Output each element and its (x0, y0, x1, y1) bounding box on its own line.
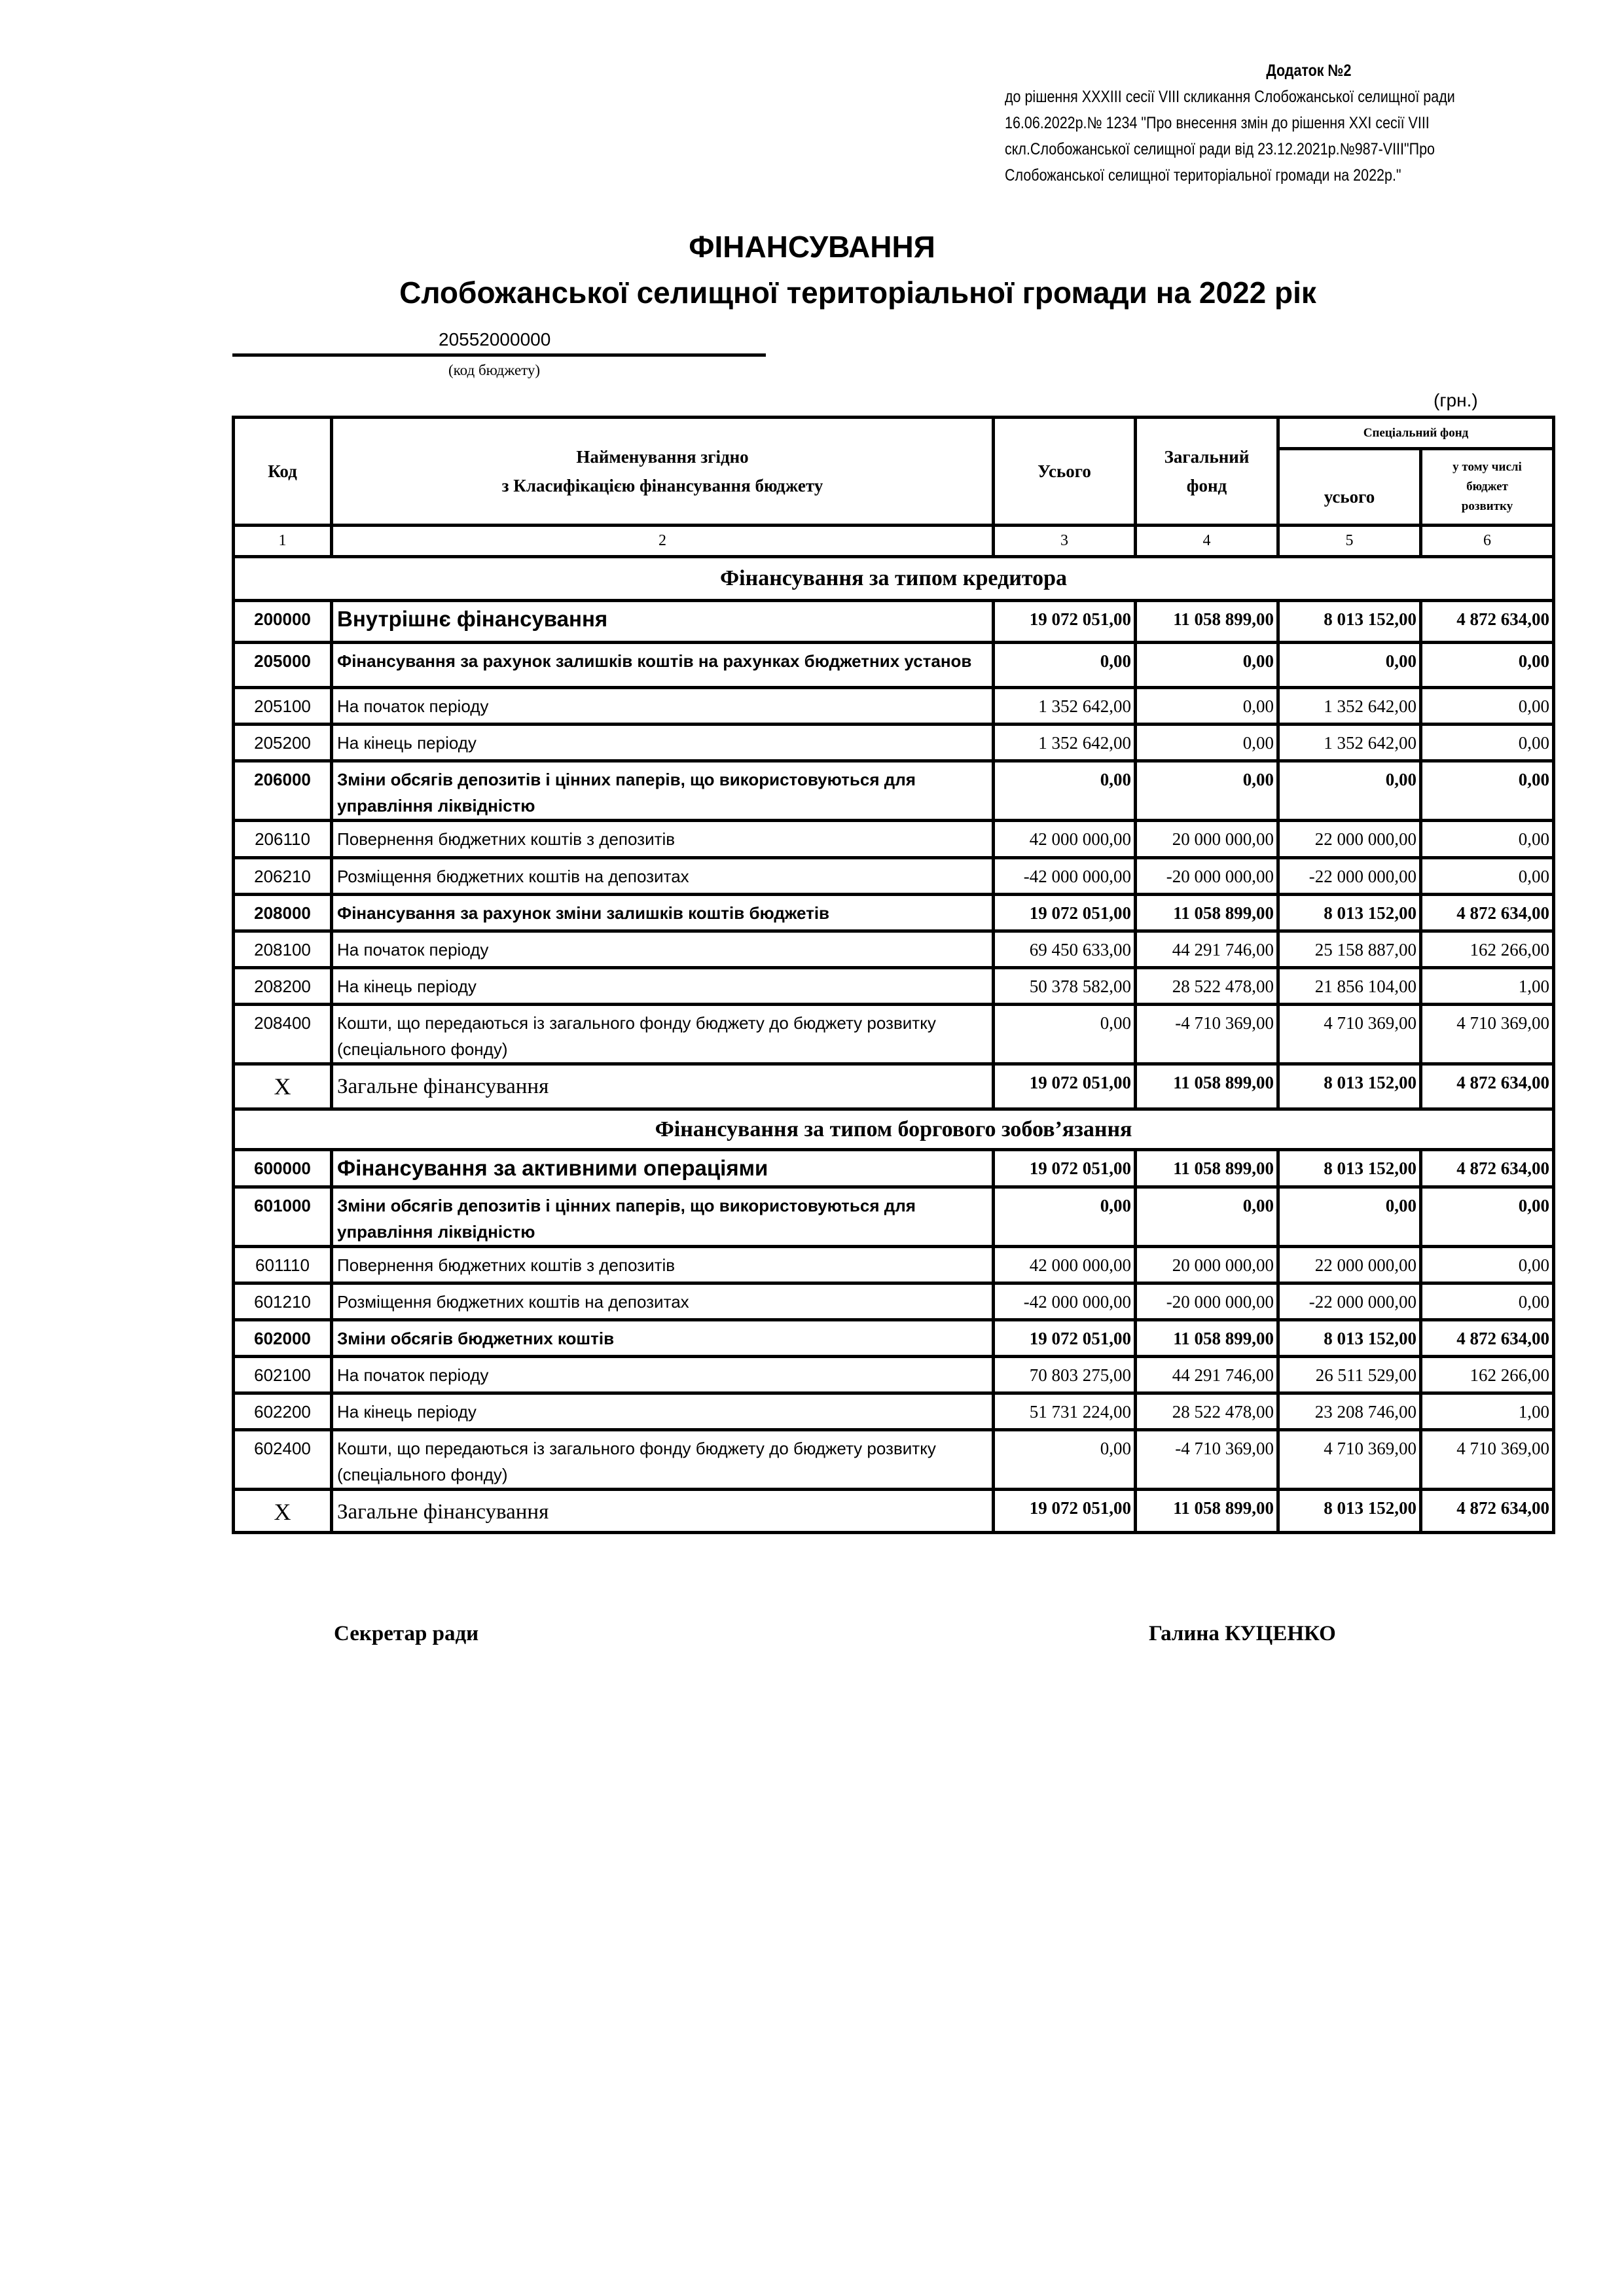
row-special-fund: 0,00 (1278, 761, 1421, 821)
row-name: На кінець періоду (332, 725, 994, 761)
header-name-line1: Найменування згідно (576, 447, 749, 467)
row-name: Фінансування за активними операціями (332, 1150, 994, 1187)
row-special-fund: 8 013 152,00 (1278, 1064, 1421, 1109)
column-number: 6 (1421, 526, 1554, 557)
table-row (234, 725, 1554, 761)
row-development-budget: 1,00 (1421, 1393, 1554, 1430)
row-total: -42 000 000,00 (994, 1283, 1136, 1320)
header-total: Усього (994, 418, 1136, 526)
row-code: 602000 (234, 1320, 332, 1357)
section-header-row (234, 1109, 1554, 1150)
row-special-fund: 1 352 642,00 (1278, 725, 1421, 761)
row-total: 19 072 051,00 (994, 1064, 1136, 1109)
row-code: 601000 (234, 1187, 332, 1247)
signer-name: Галина КУЦЕНКО (1149, 1622, 1336, 1645)
row-code: 602200 (234, 1393, 332, 1430)
row-general-fund: 28 522 478,00 (1136, 1393, 1278, 1430)
row-general-fund: 11 058 899,00 (1136, 601, 1278, 643)
row-name: Фінансування за рахунок зміни залишків коштів бюджетів (332, 895, 994, 931)
row-development-budget: 0,00 (1421, 821, 1554, 858)
table-row (234, 1283, 1554, 1320)
row-code: 601110 (234, 1247, 332, 1283)
financing-table (232, 416, 1555, 1534)
row-development-budget: 162 266,00 (1421, 931, 1554, 968)
row-total: 51 731 224,00 (994, 1393, 1136, 1430)
header-dev-line2: бюджет (1466, 480, 1508, 493)
row-development-budget: 4 872 634,00 (1421, 1064, 1554, 1109)
row-special-fund: 26 511 529,00 (1278, 1357, 1421, 1393)
row-special-fund: -22 000 000,00 (1278, 1283, 1421, 1320)
row-special-fund: -22 000 000,00 (1278, 858, 1421, 895)
row-special-fund: 22 000 000,00 (1278, 821, 1421, 858)
row-development-budget: 4 872 634,00 (1421, 1150, 1554, 1187)
table-row (234, 688, 1554, 725)
row-special-fund: 8 013 152,00 (1278, 1490, 1421, 1533)
row-general-fund: 0,00 (1136, 643, 1278, 688)
row-development-budget: 0,00 (1421, 761, 1554, 821)
row-name: Загальне фінансування (332, 1490, 994, 1533)
row-total: 0,00 (994, 761, 1136, 821)
total-row (234, 1490, 1554, 1533)
column-number: 4 (1136, 526, 1278, 557)
table-row (234, 1320, 1554, 1357)
table-row (234, 1393, 1554, 1430)
row-general-fund: -20 000 000,00 (1136, 858, 1278, 895)
table-row (234, 895, 1554, 931)
row-total: 19 072 051,00 (994, 895, 1136, 931)
row-special-fund: 4 710 369,00 (1278, 1430, 1421, 1490)
row-general-fund: 28 522 478,00 (1136, 968, 1278, 1005)
table-row (234, 643, 1554, 688)
signer-role: Секретар ради (334, 1622, 479, 1645)
annex-title: Додаток №2 (1266, 62, 1352, 80)
row-code: 200000 (234, 601, 332, 643)
row-development-budget: 4 872 634,00 (1421, 601, 1554, 643)
row-development-budget: 0,00 (1421, 643, 1554, 688)
row-development-budget: 0,00 (1421, 1187, 1554, 1247)
total-row (234, 1064, 1554, 1109)
column-number: 5 (1278, 526, 1421, 557)
row-development-budget: 4 872 634,00 (1421, 895, 1554, 931)
row-special-fund: 0,00 (1278, 1187, 1421, 1247)
row-development-budget: 0,00 (1421, 688, 1554, 725)
table-row (234, 858, 1554, 895)
row-general-fund: 44 291 746,00 (1136, 1357, 1278, 1393)
column-number: 3 (994, 526, 1136, 557)
row-code: 206000 (234, 761, 332, 821)
row-total: 19 072 051,00 (994, 1490, 1136, 1533)
row-total: 0,00 (994, 1005, 1136, 1064)
header-code: Код (234, 418, 332, 526)
row-name: Розміщення бюджетних коштів на депозитах (332, 858, 994, 895)
annex-line: скл.Слобожанської селищної ради від 23.12.2021р.№987-VIII"Про (1005, 140, 1435, 158)
budget-code-caption: (код бюджету) (448, 362, 541, 378)
column-number: 2 (332, 526, 994, 557)
row-general-fund: 11 058 899,00 (1136, 1150, 1278, 1187)
row-total: 0,00 (994, 1430, 1136, 1490)
row-general-fund: -4 710 369,00 (1136, 1430, 1278, 1490)
table-row (234, 931, 1554, 968)
row-total: 19 072 051,00 (994, 1320, 1136, 1357)
row-name: Кошти, що передаються із загального фонду бюджету до бюджету розвитку (спеціального фонду) (332, 1430, 994, 1490)
row-general-fund: 0,00 (1136, 688, 1278, 725)
row-name: Внутрішнє фінансування (332, 601, 994, 643)
row-total: 0,00 (994, 643, 1136, 688)
annex-block (1005, 58, 1489, 188)
row-general-fund: 11 058 899,00 (1136, 1064, 1278, 1109)
row-total: 1 352 642,00 (994, 688, 1136, 725)
row-development-budget: 0,00 (1421, 1283, 1554, 1320)
row-name: На кінець періоду (332, 968, 994, 1005)
header-special-fund: Спеціальний фонд (1278, 418, 1554, 449)
header-special-total: усього (1278, 449, 1421, 526)
row-code: 205200 (234, 725, 332, 761)
row-special-fund: 22 000 000,00 (1278, 1247, 1421, 1283)
header-general-fund (1136, 418, 1278, 526)
row-special-fund: 8 013 152,00 (1278, 895, 1421, 931)
table-row (234, 1357, 1554, 1393)
table-row (234, 821, 1554, 858)
row-development-budget: 1,00 (1421, 968, 1554, 1005)
row-total: 69 450 633,00 (994, 931, 1136, 968)
row-total: 42 000 000,00 (994, 1247, 1136, 1283)
row-name: Зміни обсягів депозитів і цінних паперів, що використовуються для управління ліквідністю (332, 761, 994, 821)
section-title: Фінансування за типом боргового зобов’язання (234, 1109, 1554, 1150)
row-general-fund: 20 000 000,00 (1136, 1247, 1278, 1283)
annex-line: до рішення XXXIII сесії VIII скликання Слобожанської селищної ради (1005, 88, 1455, 106)
row-development-budget: 4 710 369,00 (1421, 1005, 1554, 1064)
annex-line: 16.06.2022р.№ 1234 "Про внесення змін до рішення XXI сесії VIII (1005, 114, 1430, 132)
row-total: 0,00 (994, 1187, 1136, 1247)
row-code: 602100 (234, 1357, 332, 1393)
row-special-fund: 25 158 887,00 (1278, 931, 1421, 968)
row-code: 208200 (234, 968, 332, 1005)
header-general-line1: Загальний (1164, 447, 1250, 467)
row-development-budget: 162 266,00 (1421, 1357, 1554, 1393)
row-name: На кінець періоду (332, 1393, 994, 1430)
table-row (234, 601, 1554, 643)
row-general-fund: 0,00 (1136, 725, 1278, 761)
budget-code-underline (232, 353, 766, 357)
row-general-fund: 11 058 899,00 (1136, 1490, 1278, 1533)
document-title: ФІНАНСУВАННЯ (689, 230, 935, 264)
row-name: Зміни обсягів бюджетних коштів (332, 1320, 994, 1357)
row-name: На початок періоду (332, 688, 994, 725)
table-row (234, 1430, 1554, 1490)
row-development-budget: 0,00 (1421, 725, 1554, 761)
row-total: 1 352 642,00 (994, 725, 1136, 761)
row-name: Загальне фінансування (332, 1064, 994, 1109)
row-general-fund: 0,00 (1136, 761, 1278, 821)
document-subtitle: Слобожанської селищної територіальної громади на 2022 рік (399, 276, 1316, 310)
table-row (234, 1150, 1554, 1187)
row-code: 206110 (234, 821, 332, 858)
table-row (234, 1247, 1554, 1283)
row-total: 19 072 051,00 (994, 601, 1136, 643)
table-row (234, 761, 1554, 821)
section-header-row (234, 557, 1554, 601)
header-development-budget (1421, 449, 1554, 526)
row-name: Фінансування за рахунок залишків коштів на рахунках бюджетних установ (332, 643, 994, 688)
row-code: X (234, 1064, 332, 1109)
row-total: 70 803 275,00 (994, 1357, 1136, 1393)
row-special-fund: 8 013 152,00 (1278, 1150, 1421, 1187)
table-row (234, 1187, 1554, 1247)
row-code: 208400 (234, 1005, 332, 1064)
row-special-fund: 1 352 642,00 (1278, 688, 1421, 725)
row-special-fund: 4 710 369,00 (1278, 1005, 1421, 1064)
row-special-fund: 0,00 (1278, 643, 1421, 688)
annex-line: Слобожанської селищної територіальної громади на 2022р." (1005, 166, 1401, 185)
header-dev-line3: розвитку (1461, 499, 1513, 513)
row-total: 50 378 582,00 (994, 968, 1136, 1005)
row-name: Повернення бюджетних коштів з депозитів (332, 821, 994, 858)
row-general-fund: 11 058 899,00 (1136, 895, 1278, 931)
row-special-fund: 21 856 104,00 (1278, 968, 1421, 1005)
table-row (234, 968, 1554, 1005)
currency-label: (грн.) (1434, 390, 1478, 410)
row-total: 19 072 051,00 (994, 1150, 1136, 1187)
header-name (332, 418, 994, 526)
header-general-line2: фонд (1186, 476, 1227, 495)
row-general-fund: 0,00 (1136, 1187, 1278, 1247)
row-name: На початок періоду (332, 931, 994, 968)
row-development-budget: 4 872 634,00 (1421, 1490, 1554, 1533)
column-number: 1 (234, 526, 332, 557)
row-code: 205000 (234, 643, 332, 688)
table-row (234, 1005, 1554, 1064)
row-name: На початок періоду (332, 1357, 994, 1393)
column-numbers-row (234, 526, 1554, 557)
row-special-fund: 8 013 152,00 (1278, 1320, 1421, 1357)
row-code: 208100 (234, 931, 332, 968)
row-code: 208000 (234, 895, 332, 931)
row-name: Повернення бюджетних коштів з депозитів (332, 1247, 994, 1283)
row-code: 206210 (234, 858, 332, 895)
row-development-budget: 0,00 (1421, 858, 1554, 895)
header-dev-line1: у тому числі (1453, 460, 1522, 474)
row-total: -42 000 000,00 (994, 858, 1136, 895)
row-general-fund: 11 058 899,00 (1136, 1320, 1278, 1357)
row-general-fund: 44 291 746,00 (1136, 931, 1278, 968)
row-code: X (234, 1490, 332, 1533)
row-development-budget: 4 710 369,00 (1421, 1430, 1554, 1490)
row-code: 601210 (234, 1283, 332, 1320)
row-special-fund: 8 013 152,00 (1278, 601, 1421, 643)
row-general-fund: 20 000 000,00 (1136, 821, 1278, 858)
row-name: Кошти, що передаються із загального фонду бюджету до бюджету розвитку (спеціального фонду) (332, 1005, 994, 1064)
row-development-budget: 0,00 (1421, 1247, 1554, 1283)
row-code: 205100 (234, 688, 332, 725)
row-general-fund: -20 000 000,00 (1136, 1283, 1278, 1320)
row-name: Розміщення бюджетних коштів на депозитах (332, 1283, 994, 1320)
row-general-fund: -4 710 369,00 (1136, 1005, 1278, 1064)
header-name-line2: з Класифікацією фінансування бюджету (501, 476, 823, 495)
row-name: Зміни обсягів депозитів і цінних паперів, що використовуються для управління ліквідністю (332, 1187, 994, 1247)
row-code: 602400 (234, 1430, 332, 1490)
row-development-budget: 4 872 634,00 (1421, 1320, 1554, 1357)
row-special-fund: 23 208 746,00 (1278, 1393, 1421, 1430)
section-title: Фінансування за типом кредитора (234, 557, 1554, 601)
row-total: 42 000 000,00 (994, 821, 1136, 858)
budget-code: 20552000000 (439, 329, 551, 350)
row-code: 600000 (234, 1150, 332, 1187)
